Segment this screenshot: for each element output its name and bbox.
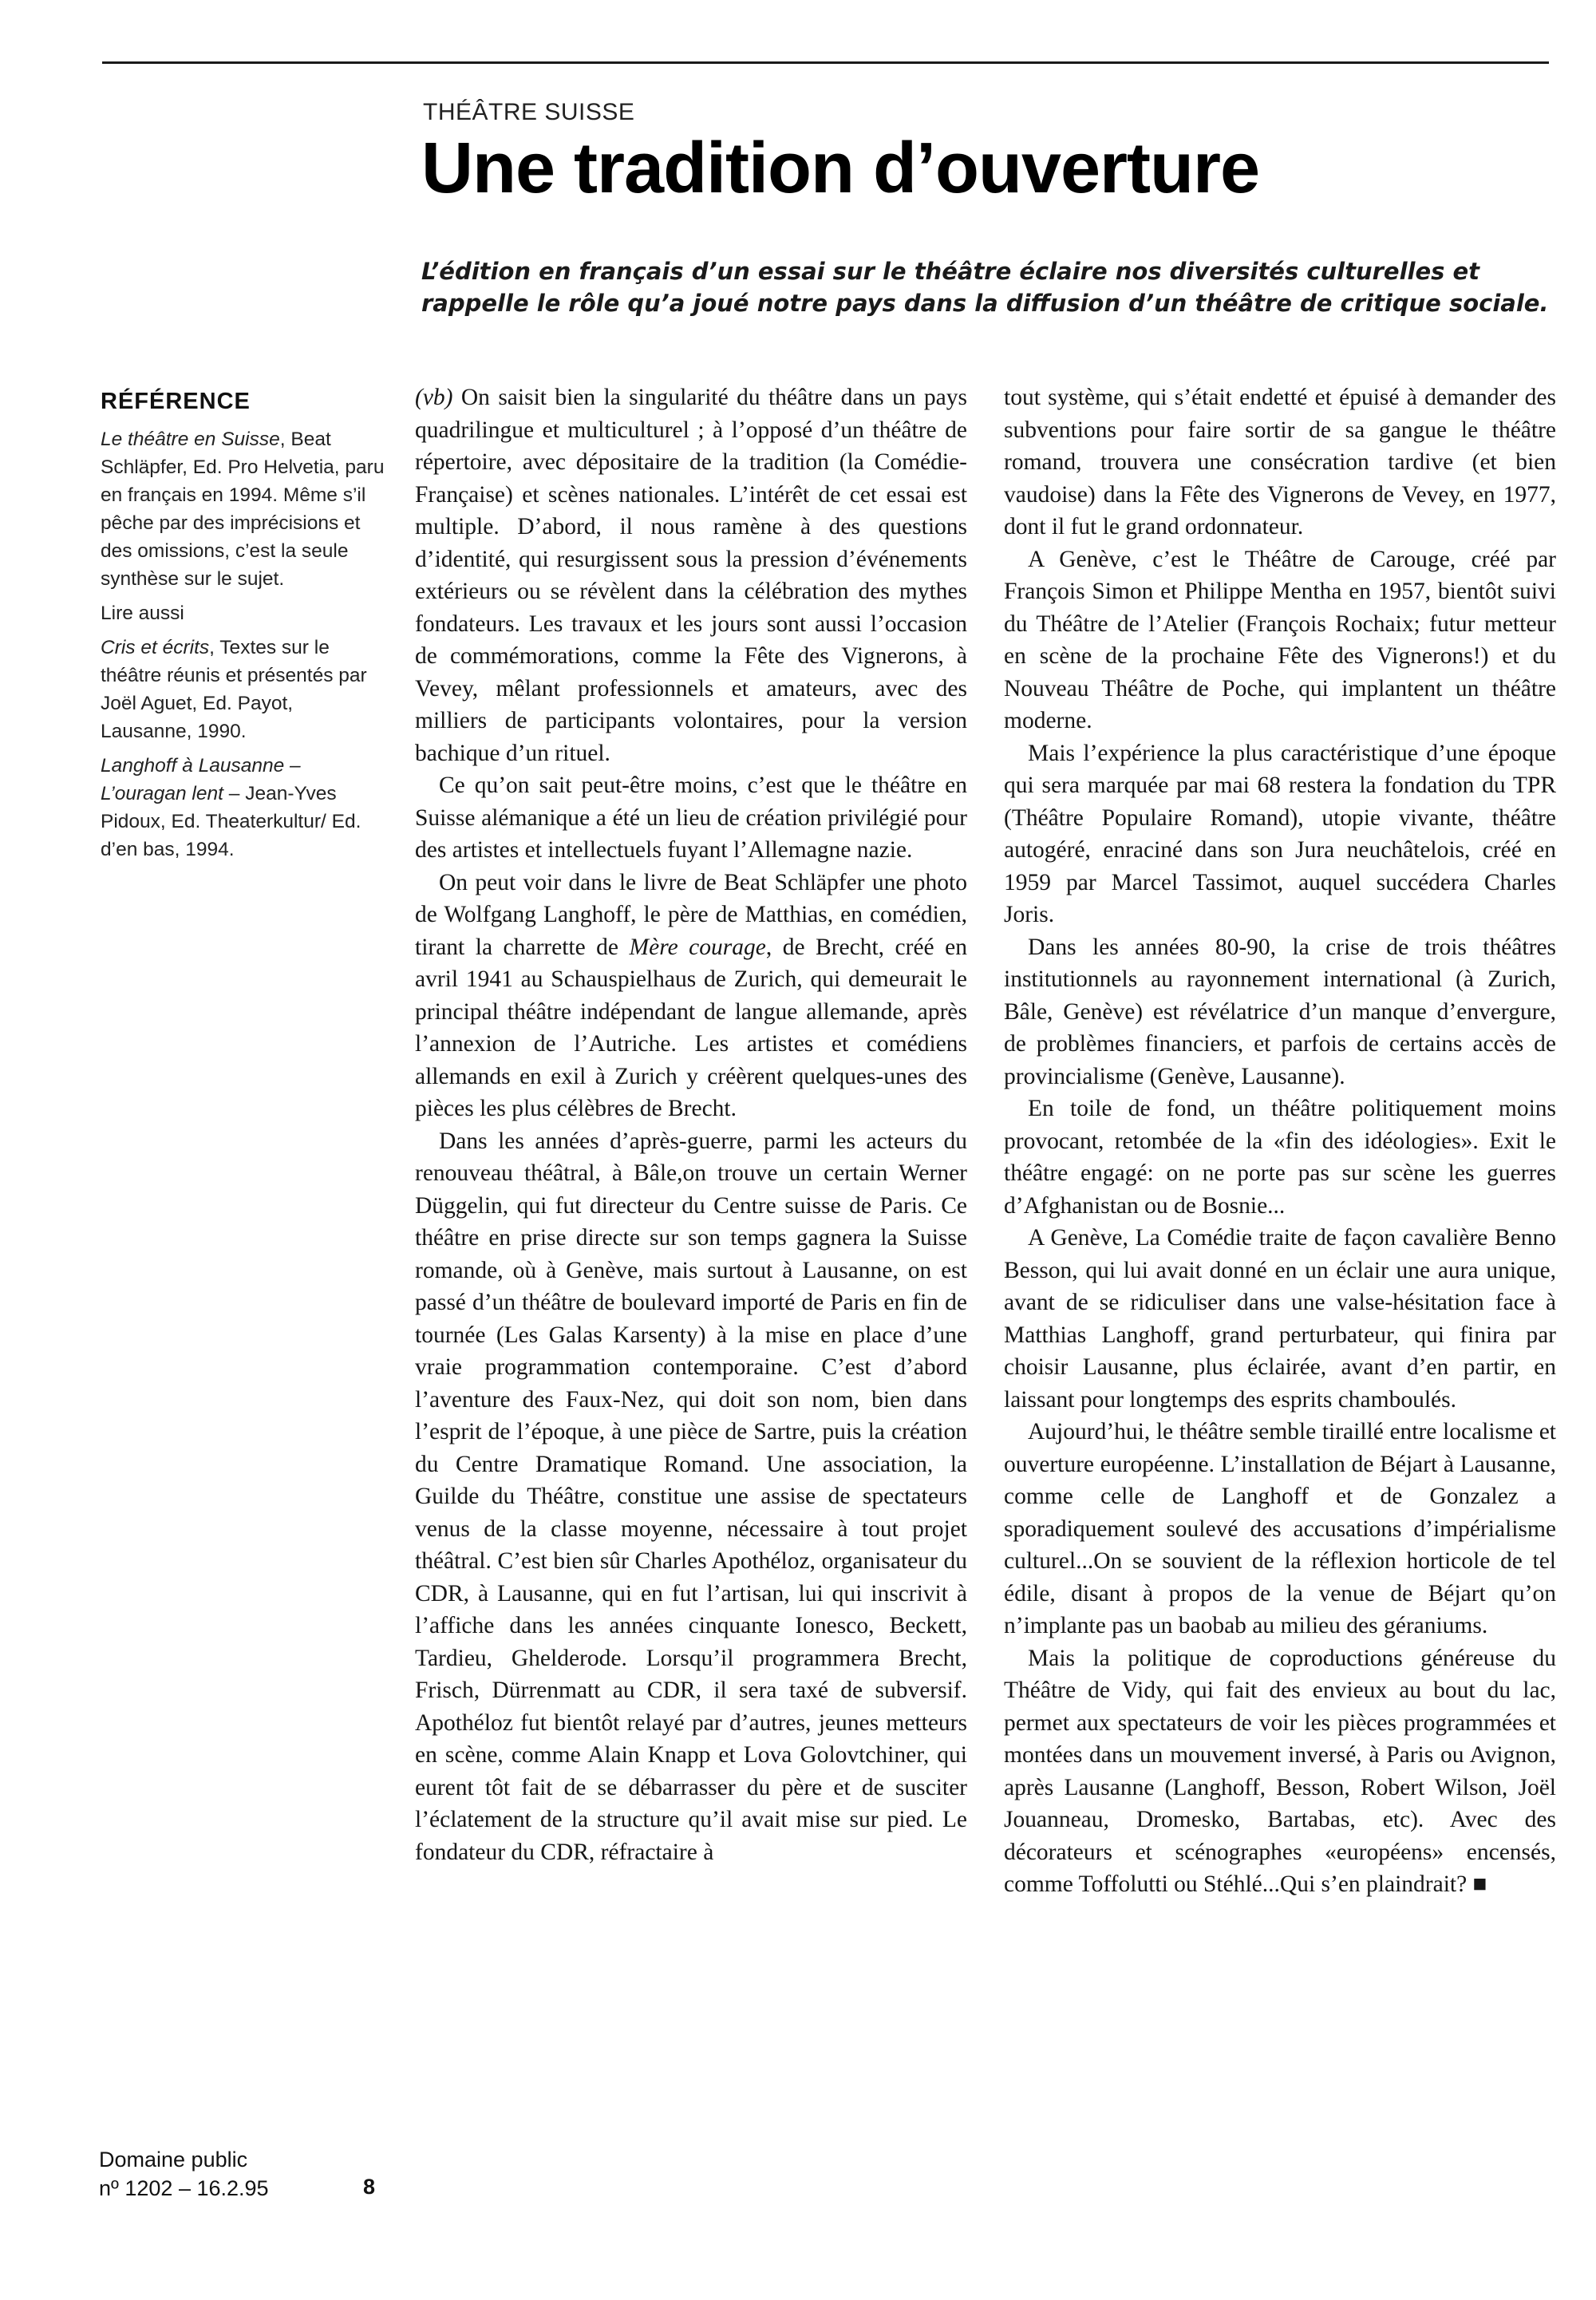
reference-heading: RÉFÉRENCE xyxy=(101,389,251,414)
article-paragraph: A Genève, La Comédie traite de façon cavalière Benno Besson, qui lui avait donné en un éclair une aura unique, avant de se ridiculiser dans une valse-hésitation face à Matthias Langhoff, grand perturbateur, qui finira par choisir Lausanne, plus éclairée, avant d’en partir, en laissant pour longtemps des esprits chamboulés. xyxy=(1004,1225,1556,1413)
article-paragraph: Dans les années 80-90, la crise de trois théâtres institutionnels au rayonnement international (à Zurich, Bâle, Genève) est révélatrice d’un manque d’envergure, de problèmes financiers, et parfois de certains accès de provincialisme (Genève, Lausanne). xyxy=(1004,934,1556,1089)
reference-sidebar xyxy=(101,388,388,870)
paragraph-text: On saisit bien la singularité du théâtre dans un pays quadrilingue et multiculturel ; à l’opposé d’un théâtre de répertoire, avec dépositaire de la tradition (la Comédie-Française) et scènes nationales. L’intérêt de cet essai est multiple. D’abord, il nous ramène à des questions d’identité, qui resurgissent sous la pression d’événements extérieurs ou se révèlent dans la célébration des mythes fondateurs. Les travaux et les jours sont aussi l’occasion de commémorations, comme la Fête des Vignerons, à Vevey, mêlant professionnels et amateurs, avec des milliers de participants volontaires, pour la version bachique d’un rituel. xyxy=(415,385,967,766)
article-paragraph: Ce qu’on sait peut-être moins, c’est que le théâtre en Suisse alémanique a été un lieu de création privilégié pour des artistes et intellectuels fuyant l’Allemagne nazie. xyxy=(415,773,967,863)
publication-name: Domaine public xyxy=(99,2148,248,2172)
page-number: 8 xyxy=(363,2175,376,2199)
reference-title: Cris et écrits xyxy=(101,637,210,658)
reference-title: Le théâtre en Suisse xyxy=(101,429,280,450)
reference-title: Langhoff à Lausanne – L’ouragan lent xyxy=(101,755,301,804)
publication-footer xyxy=(99,2145,269,2203)
reference-item xyxy=(101,425,388,593)
article-paragraph: A Genève, c’est le Théâtre de Carouge, créé par François Simon et Philippe Mentha en 1957, bientôt suivi du Théâtre de l’Atelier (François Rochaix; futur metteur en scène de la prochaine Fête des Vignerons!) et du Nouveau Théâtre de Poche, qui implantent un théâtre moderne. xyxy=(1004,546,1556,733)
section-kicker: THÉÂTRE SUISSE xyxy=(423,99,635,125)
reference-details: , Textes sur le théâtre réunis et présentés par Joël Aguet, Ed. Payot, Lausanne, 1990. xyxy=(101,637,367,742)
article-paragraph: Mais la politique de coproductions généreuse du Théâtre de Vidy, qui fait des envieux au bout du lac, permet aux spectateurs de voir les pièces programmées et montées dans un mouvement inversé, à Paris ou Avignon, après Lausanne (Langhoff, Besson, Robert Wilson, Joël Jouanneau, Dromesko, Bartabas, etc). Avec des décorateurs et scénographes «européens» encensés, comme Toffolutti ou Stéhlé...Qui s’en plaindrait? ■ xyxy=(1004,1645,1556,1897)
top-rule xyxy=(102,61,1549,64)
reference-details: , Beat Schläpfer, Ed. Pro Helvetia, paru en français en 1994. Même s’il pêche par des imprécisions et des omissions, c’est la seule synthèse sur le sujet. xyxy=(101,429,385,590)
issue-number: nº 1202 – 16.2.95 xyxy=(99,2176,269,2200)
reference-also-label: Lire aussi xyxy=(101,603,184,624)
work-title: Mère courage xyxy=(629,934,766,960)
article-column-2 xyxy=(1004,381,1556,1901)
article-lead: L’édition en français d’un essai sur le théâtre éclaire nos diversités culturelles et rappelle le rôle qu’a joué notre pays dans la diffusion d’un théâtre de critique sociale. xyxy=(421,258,1549,317)
reference-item xyxy=(101,634,388,745)
reference-item xyxy=(101,752,388,863)
paragraph-text: , de Brecht, créé en avril 1941 au Schauspielhaus de Zurich, qui demeurait le principal théâtre indépendant de langue allemande, après l’annexion de l’Autriche. Les artistes et comédiens allemands en exil à Zurich y créèrent quelques-unes des pièces les plus célèbres de Brecht. xyxy=(415,934,967,1121)
reference-details: – Jean-Yves Pidoux, Ed. Theaterkultur/ Ed. d’en bas, 1994. xyxy=(101,783,361,860)
author-initials: (vb) xyxy=(415,385,453,410)
article-column-1 xyxy=(415,381,967,1868)
article-paragraph xyxy=(415,381,967,769)
article-paragraph: Mais l’expérience la plus caractéristique d’une époque qui sera marquée par mai 68 restera la fondation du TPR (Théâtre Populaire Romand), utopie vivante, théâtre autogéré, enraciné dans son Jura neuchâtelois, créé en 1959 par Marcel Tassimot, auquel succédera Charles Joris. xyxy=(1004,740,1556,927)
article-paragraph: Dans les années d’après-guerre, parmi les acteurs du renouveau théâtral, à Bâle,on trouve un certain Werner Düggelin, qui fut directeur du Centre suisse de Paris. Ce théâtre en prise directe sur son temps gagnera la Suisse romande, où à Genève, mais surtout à Lausanne, on est passé d’un théâtre de boulevard importé de Paris en fin de tournée (Les Galas Karsenty) à la mise en place d’une vraie programmation contemporaine. C’est d’abord l’aventure des Faux-Nez, qui doit son nom, bien dans l’esprit de l’époque, à une pièce de Sartre, puis la création du Centre Dramatique Romand. Une association, la Guilde du Théâtre, constitue une assise de spectateurs venus de la classe moyenne, nécessaire à tout projet théâtral. C’est bien sûr Charles Apothéloz, organisateur du CDR, à Lausanne, qui en fut l’artisan, lui qui inscrivit à l’affiche dans les années cinquante Ionesco, Beckett, Tardieu, Ghelderode. Lorsqu’il programmera Brecht, Frisch, Dürrenmatt au CDR, il sera taxé de subversif. Apothéloz fut bientôt relayé par d’autres, jeunes metteurs en scène, comme Alain Knapp et Lova Golovtchiner, qui eurent tôt fait de se débarrasser du père et de susciter l’éclatement de la structure qu’il avait mise sur pied. Le fondateur du CDR, réfractaire à xyxy=(415,1128,967,1865)
article-paragraph: En toile de fond, un théâtre politiquement moins provocant, retombée de la «fin des idéologies». Exit le théâtre engagé: on ne porte pas sur scène les guerres d’Afghanistan ou de Bosnie... xyxy=(1004,1096,1556,1219)
article-paragraph: tout système, qui s’était endetté et épuisé à demander des subventions pour faire sortir de sa gangue le théâtre romand, trouvera une consécration tardive (et bien vaudoise) dans la Fête des Vignerons de Vevey, en 1977, dont il fut le grand ordonnateur. xyxy=(1004,385,1556,539)
article-paragraph xyxy=(415,867,967,1125)
article-paragraph: Aujourd’hui, le théâtre semble tiraillé entre localisme et ouverture européenne. L’installation de Béjart à Lausanne, comme celle de Langhoff et de Gonzalez a sporadiquement soulevé des accusations d’impérialisme culturel...On se souvient de la réflexion horticole de tel édile, disant à propos de la venue de Béjart qu’on n’implante pas un baobab au milieu des géraniums. xyxy=(1004,1419,1556,1638)
paragraph-text: On peut voir dans le livre de Beat Schläpfer une photo de Wolfgang Langhoff, le père de Matthias, en comédien, tirant la charrette de xyxy=(415,869,967,960)
article-title: Une tradition d’ouverture xyxy=(421,128,1260,208)
